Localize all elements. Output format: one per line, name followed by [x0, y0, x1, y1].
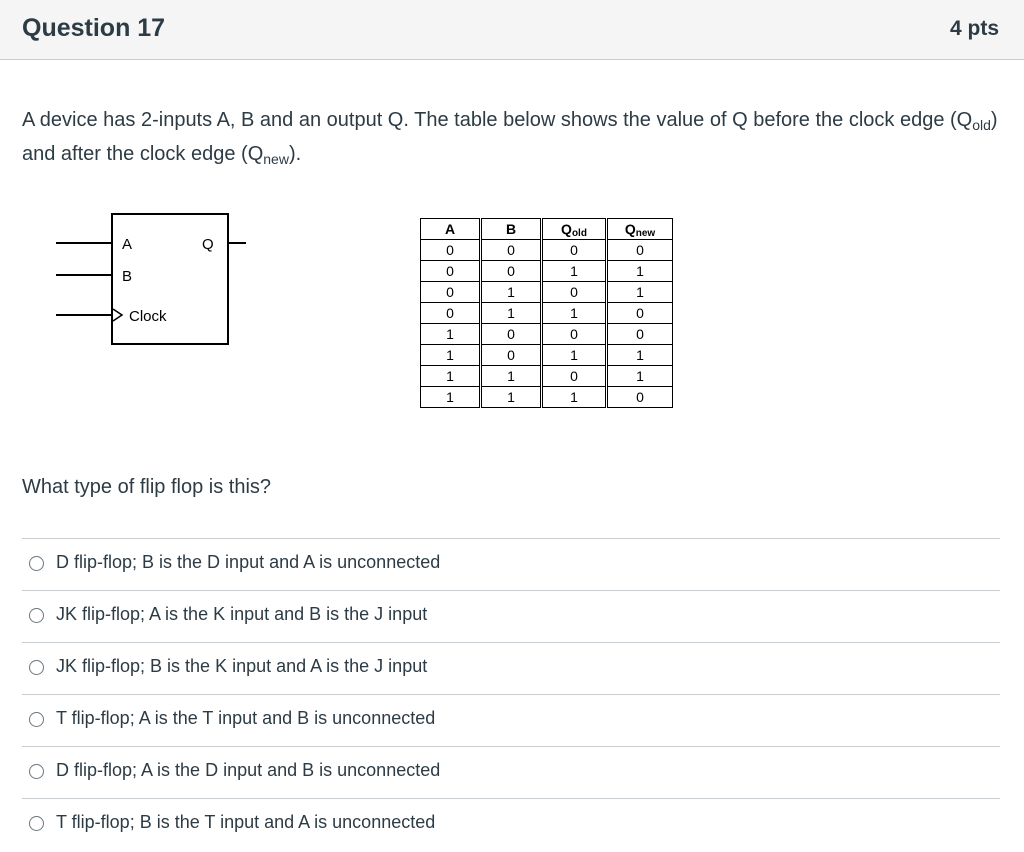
prompt-sub-old: old — [972, 117, 991, 133]
prompt-sub-new: new — [263, 151, 289, 167]
cell-a: 1 — [421, 324, 481, 345]
header-q-old: $Q_{old}$ — [542, 219, 607, 240]
cell-q-old: 0 — [542, 366, 607, 387]
prompt-text-1: A device has 2-inputs A, B and an output Q. The table below shows the value of Q before the clock edge (Q — [22, 109, 973, 131]
cell-q-new: 1 — [607, 282, 673, 303]
cell-q-old: 1 — [542, 261, 607, 282]
table-row — [421, 303, 673, 324]
cell-q-new: 1 — [607, 366, 673, 387]
radio-button[interactable] — [29, 660, 44, 675]
device-label-a: A — [122, 236, 133, 253]
device-label-q: Q — [202, 236, 214, 253]
cell-q-new: 1 — [607, 261, 673, 282]
answer-option[interactable] — [22, 798, 1000, 850]
cell-q-new: 0 — [607, 387, 673, 408]
truth-table-header-row — [421, 219, 673, 240]
cell-a: 0 — [421, 261, 481, 282]
question-title: Question 17 — [22, 14, 166, 42]
answer-option[interactable] — [22, 642, 1000, 694]
cell-q-new: 0 — [607, 303, 673, 324]
answer-label[interactable]: D flip-flop; B is the D input and A is unconnected — [56, 552, 441, 572]
radio-button[interactable] — [29, 608, 44, 623]
device-label-b: B — [122, 268, 133, 285]
cell-b: 0 — [481, 261, 542, 282]
answer-option[interactable] — [22, 538, 1000, 590]
radio-button[interactable] — [29, 816, 44, 831]
question-header — [0, 0, 1024, 60]
cell-b: 0 — [481, 345, 542, 366]
cell-q-old: 0 — [542, 282, 607, 303]
question-points: 4 pts — [949, 17, 999, 40]
answer-list — [22, 538, 1000, 850]
answer-label[interactable]: JK flip-flop; A is the K input and B is the J input — [56, 604, 428, 624]
answer-option[interactable] — [22, 746, 1000, 798]
header-a: A — [421, 219, 481, 240]
answer-label[interactable]: T flip-flop; A is the T input and B is unconnected — [56, 708, 436, 728]
cell-b: 1 — [481, 282, 542, 303]
table-row — [421, 387, 673, 408]
prompt-text-3: ). — [288, 143, 302, 165]
header-q-new: $Q_{new}$ — [607, 219, 673, 240]
cell-a: 0 — [421, 282, 481, 303]
header-b: B — [481, 219, 542, 240]
answer-label[interactable]: JK flip-flop; B is the K input and A is the J input — [56, 656, 428, 676]
cell-q-new: 1 — [607, 345, 673, 366]
table-row — [421, 366, 673, 387]
clock-triangle-icon — [113, 309, 122, 321]
table-row — [421, 240, 673, 261]
radio-button[interactable] — [29, 764, 44, 779]
table-row — [421, 261, 673, 282]
device-diagram — [56, 210, 256, 350]
answer-option[interactable] — [22, 590, 1000, 642]
table-row — [421, 345, 673, 366]
cell-b: 1 — [481, 303, 542, 324]
cell-a: 0 — [421, 303, 481, 324]
cell-q-new: 0 — [607, 240, 673, 261]
cell-q-old: 1 — [542, 387, 607, 408]
truth-table — [420, 218, 673, 408]
prompt-text-2: ) and after the clock edge (Q — [22, 109, 998, 165]
cell-a: 1 — [421, 345, 481, 366]
table-row — [421, 324, 673, 345]
cell-b: 1 — [481, 366, 542, 387]
table-row — [421, 282, 673, 303]
cell-q-old: 1 — [542, 303, 607, 324]
cell-q-old: 0 — [542, 240, 607, 261]
answer-label[interactable]: T flip-flop; B is the T input and A is unconnected — [56, 812, 436, 832]
device-label-clock: Clock — [129, 308, 167, 325]
radio-button[interactable] — [29, 712, 44, 727]
cell-a: 1 — [421, 366, 481, 387]
cell-b: 0 — [481, 240, 542, 261]
cell-q-old: 0 — [542, 324, 607, 345]
answer-option[interactable] — [22, 694, 1000, 746]
sub-question-text: What type of flip flop is this? — [22, 476, 272, 498]
cell-a: 0 — [421, 240, 481, 261]
question-prompt — [22, 103, 1002, 171]
radio-button[interactable] — [29, 556, 44, 571]
cell-a: 1 — [421, 387, 481, 408]
cell-b: 0 — [481, 324, 542, 345]
cell-b: 1 — [481, 387, 542, 408]
cell-q-new: 0 — [607, 324, 673, 345]
answer-label[interactable]: D flip-flop; A is the D input and B is unconnected — [56, 760, 441, 780]
cell-q-old: 1 — [542, 345, 607, 366]
